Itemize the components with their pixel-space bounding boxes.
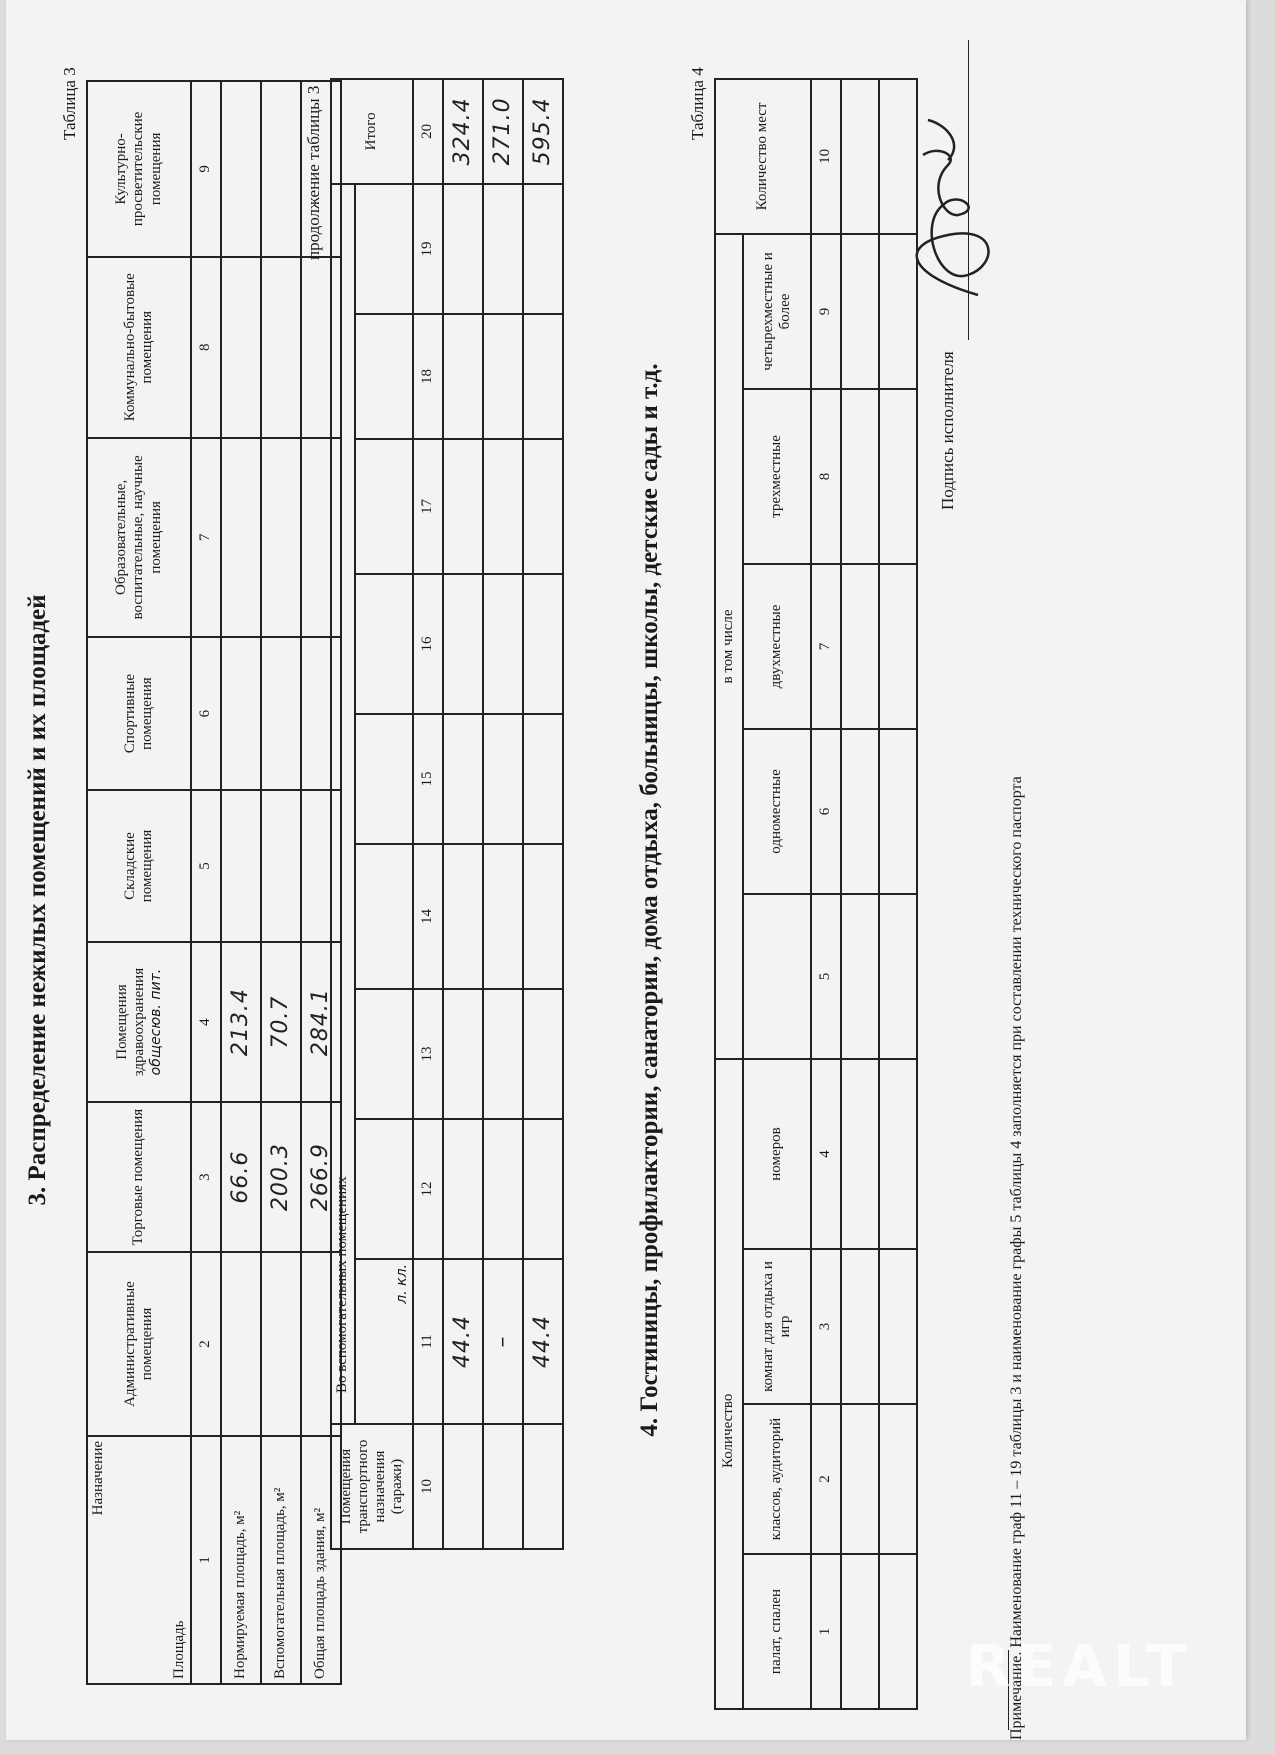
cell — [483, 714, 523, 844]
header-rooms: комнат для отдыха и игр — [743, 1249, 811, 1404]
table4-title: 4. Гостиницы, профилактории, санатории, дома отдыха, больницы, школы, детские сады и т.д. — [636, 363, 663, 1437]
cell — [879, 1249, 917, 1404]
cell-storage — [261, 790, 301, 942]
cell — [443, 574, 483, 714]
header-purpose: Назначение — [87, 1436, 191, 1591]
table3-title: 3. Распределение нежилых помещений и их площадей — [24, 594, 51, 1206]
table-row — [523, 79, 563, 1549]
cell — [443, 989, 483, 1119]
row-label: Нормируемая площадь, м² — [221, 1436, 261, 1684]
colnum: 10 — [413, 1424, 443, 1549]
header-aux-col18 — [355, 314, 413, 439]
header-aux-col12 — [355, 1119, 413, 1259]
header-health: Помещения здравоохранения — [113, 967, 147, 1077]
colnum: 18 — [413, 314, 443, 439]
cell — [523, 1424, 563, 1549]
cell: 44.4 — [443, 1259, 483, 1424]
colnum: 3 — [191, 1102, 221, 1252]
cell — [523, 714, 563, 844]
cell — [443, 844, 483, 989]
cell — [483, 1119, 523, 1259]
watermark-logo: REALT — [966, 1632, 1193, 1700]
cell — [523, 989, 563, 1119]
header-aux-col13 — [355, 989, 413, 1119]
header-aux-col11: л. кл. — [355, 1259, 413, 1424]
cell — [523, 1119, 563, 1259]
cell — [483, 1424, 523, 1549]
header-places: Количество мест — [715, 79, 811, 234]
cell-culture — [261, 81, 301, 257]
row-label: Общая площадь здания, м² — [301, 1436, 341, 1684]
signature-label: Подпись исполнителя — [938, 351, 957, 510]
cell — [841, 564, 879, 729]
signature-scribble — [888, 105, 1008, 305]
cell-health: 70.7 — [261, 942, 301, 1102]
header-culture: Культурно-просветительские помещения — [87, 81, 191, 257]
colnum: 19 — [413, 184, 443, 314]
header-total: Итого — [331, 79, 413, 184]
table-row — [261, 81, 301, 1684]
cell-health: 284.1 — [301, 942, 341, 1102]
header-transport: Помещения транспортного назначения (гаражи) — [331, 1424, 413, 1549]
cell — [443, 184, 483, 314]
header-numbers: номеров — [743, 1059, 811, 1249]
cell — [483, 184, 523, 314]
table4-label: Таблица 4 — [688, 67, 707, 140]
colnum: 7 — [811, 564, 841, 729]
cell — [841, 1059, 879, 1249]
colnum: 11 — [413, 1259, 443, 1424]
colnum: 4 — [191, 942, 221, 1102]
header-aux-col15 — [355, 714, 413, 844]
colnum: 9 — [191, 81, 221, 257]
colnum: 14 — [413, 844, 443, 989]
table-row — [841, 79, 879, 1709]
header-communal: Коммунально-бытовые помещения — [87, 257, 191, 438]
cell: – — [483, 1259, 523, 1424]
cell — [879, 1404, 917, 1554]
cell — [523, 574, 563, 714]
colnum: 6 — [191, 637, 221, 790]
cell — [443, 439, 483, 574]
colnum: 9 — [811, 234, 841, 389]
header-aux-col16 — [355, 574, 413, 714]
cell — [523, 844, 563, 989]
colnum: 20 — [413, 79, 443, 184]
table3 — [86, 80, 342, 1685]
colnum: 7 — [191, 438, 221, 637]
colnum: 4 — [811, 1059, 841, 1249]
header-admin: Административные помещения — [87, 1252, 191, 1436]
cell-admin — [221, 1252, 261, 1436]
cell-education — [261, 438, 301, 637]
cell — [841, 234, 879, 389]
cell — [841, 79, 879, 234]
cell — [841, 894, 879, 1059]
cell — [879, 564, 917, 729]
table3-continuation — [330, 78, 564, 1550]
colnum: 1 — [811, 1554, 841, 1709]
colnum: 13 — [413, 989, 443, 1119]
cell — [443, 1424, 483, 1549]
cell — [523, 184, 563, 314]
colnum: 16 — [413, 574, 443, 714]
table3-cont-label: продолжение таблицы 3 — [304, 85, 323, 260]
header-health-correction: общесюв. пит. — [148, 968, 165, 1076]
colnum: 12 — [413, 1119, 443, 1259]
colnum: 2 — [191, 1252, 221, 1436]
header-aux-col14 — [355, 844, 413, 989]
cell-total: 324.4 — [443, 79, 483, 184]
colnum: 6 — [811, 729, 841, 894]
cell — [523, 439, 563, 574]
cell-trade: 66.6 — [221, 1102, 261, 1252]
cell — [841, 729, 879, 894]
footnote: Примечание. Наименование граф 11 – 19 таблицы 3 и наименование графы 5 таблицы 4 заполняется при составлении технического паспорта — [1008, 776, 1025, 1740]
cell-health: 213.4 — [221, 942, 261, 1102]
row-label: Вспомогательная площадь, м² — [261, 1436, 301, 1684]
cell-total: 271.0 — [483, 79, 523, 184]
cell — [443, 714, 483, 844]
cell — [879, 1554, 917, 1709]
table4 — [714, 78, 918, 1710]
cell — [879, 389, 917, 564]
header-trade: Торговые помещения — [87, 1102, 191, 1252]
colnum: 8 — [811, 389, 841, 564]
cell — [443, 314, 483, 439]
header-quantity: Количество — [715, 1059, 743, 1709]
colnum: 10 — [811, 79, 841, 234]
colnum: 2 — [811, 1404, 841, 1554]
cell-total: 595.4 — [523, 79, 563, 184]
cell — [483, 844, 523, 989]
document-sheet — [6, 0, 1246, 1740]
colnum: 8 — [191, 257, 221, 438]
header-quad: четырехместные и более — [743, 234, 811, 389]
cell — [879, 729, 917, 894]
cell-storage — [221, 790, 261, 942]
colnum: 1 — [191, 1436, 221, 1684]
rotated-page — [8, 60, 1238, 1740]
cell — [483, 314, 523, 439]
cell-communal — [261, 257, 301, 438]
header-sport: Спортивные помещения — [87, 637, 191, 790]
cell: 44.4 — [523, 1259, 563, 1424]
cell — [483, 574, 523, 714]
cell — [483, 989, 523, 1119]
colnum: 15 — [413, 714, 443, 844]
cell-admin — [261, 1252, 301, 1436]
cell — [841, 1249, 879, 1404]
cell — [879, 1059, 917, 1249]
colnum: 17 — [413, 439, 443, 574]
cell — [841, 1404, 879, 1554]
cell-sport — [221, 637, 261, 790]
header-in-number: в том числе — [715, 234, 743, 1059]
header-aux-col19 — [355, 184, 413, 314]
header-storage: Складские помещения — [87, 790, 191, 942]
colnum: 3 — [811, 1249, 841, 1404]
cell-culture — [221, 81, 261, 257]
header-single: одноместные — [743, 729, 811, 894]
table-row — [483, 79, 523, 1549]
header-area: Площадь — [87, 1591, 191, 1684]
cell — [483, 439, 523, 574]
cell-trade: 200.3 — [261, 1102, 301, 1252]
header-double: двухместные — [743, 564, 811, 729]
header-auxiliary: Во вспомогательных помещениях — [331, 184, 355, 1424]
cell — [443, 1119, 483, 1259]
cell-communal — [221, 257, 261, 438]
header-empty-col5 — [743, 894, 811, 1059]
header-wards: палат, спален — [743, 1554, 811, 1709]
cell — [841, 1554, 879, 1709]
table3-label: Таблица 3 — [60, 67, 79, 140]
colnum: 5 — [811, 894, 841, 1059]
cell-education — [221, 438, 261, 637]
header-education: Образовательные, воспитательные, научные помещения — [87, 438, 191, 637]
cell — [879, 894, 917, 1059]
header-health-cell — [87, 942, 191, 1102]
cell — [841, 389, 879, 564]
header-triple: трехместные — [743, 389, 811, 564]
cell — [523, 314, 563, 439]
cell-sport — [261, 637, 301, 790]
header-classes: классов, аудиторий — [743, 1404, 811, 1554]
table-row — [221, 81, 261, 1684]
table-row — [879, 79, 917, 1709]
colnum: 5 — [191, 790, 221, 942]
cell-trade: 266.9 — [301, 1102, 341, 1252]
header-aux-col17 — [355, 439, 413, 574]
table-row — [443, 79, 483, 1549]
